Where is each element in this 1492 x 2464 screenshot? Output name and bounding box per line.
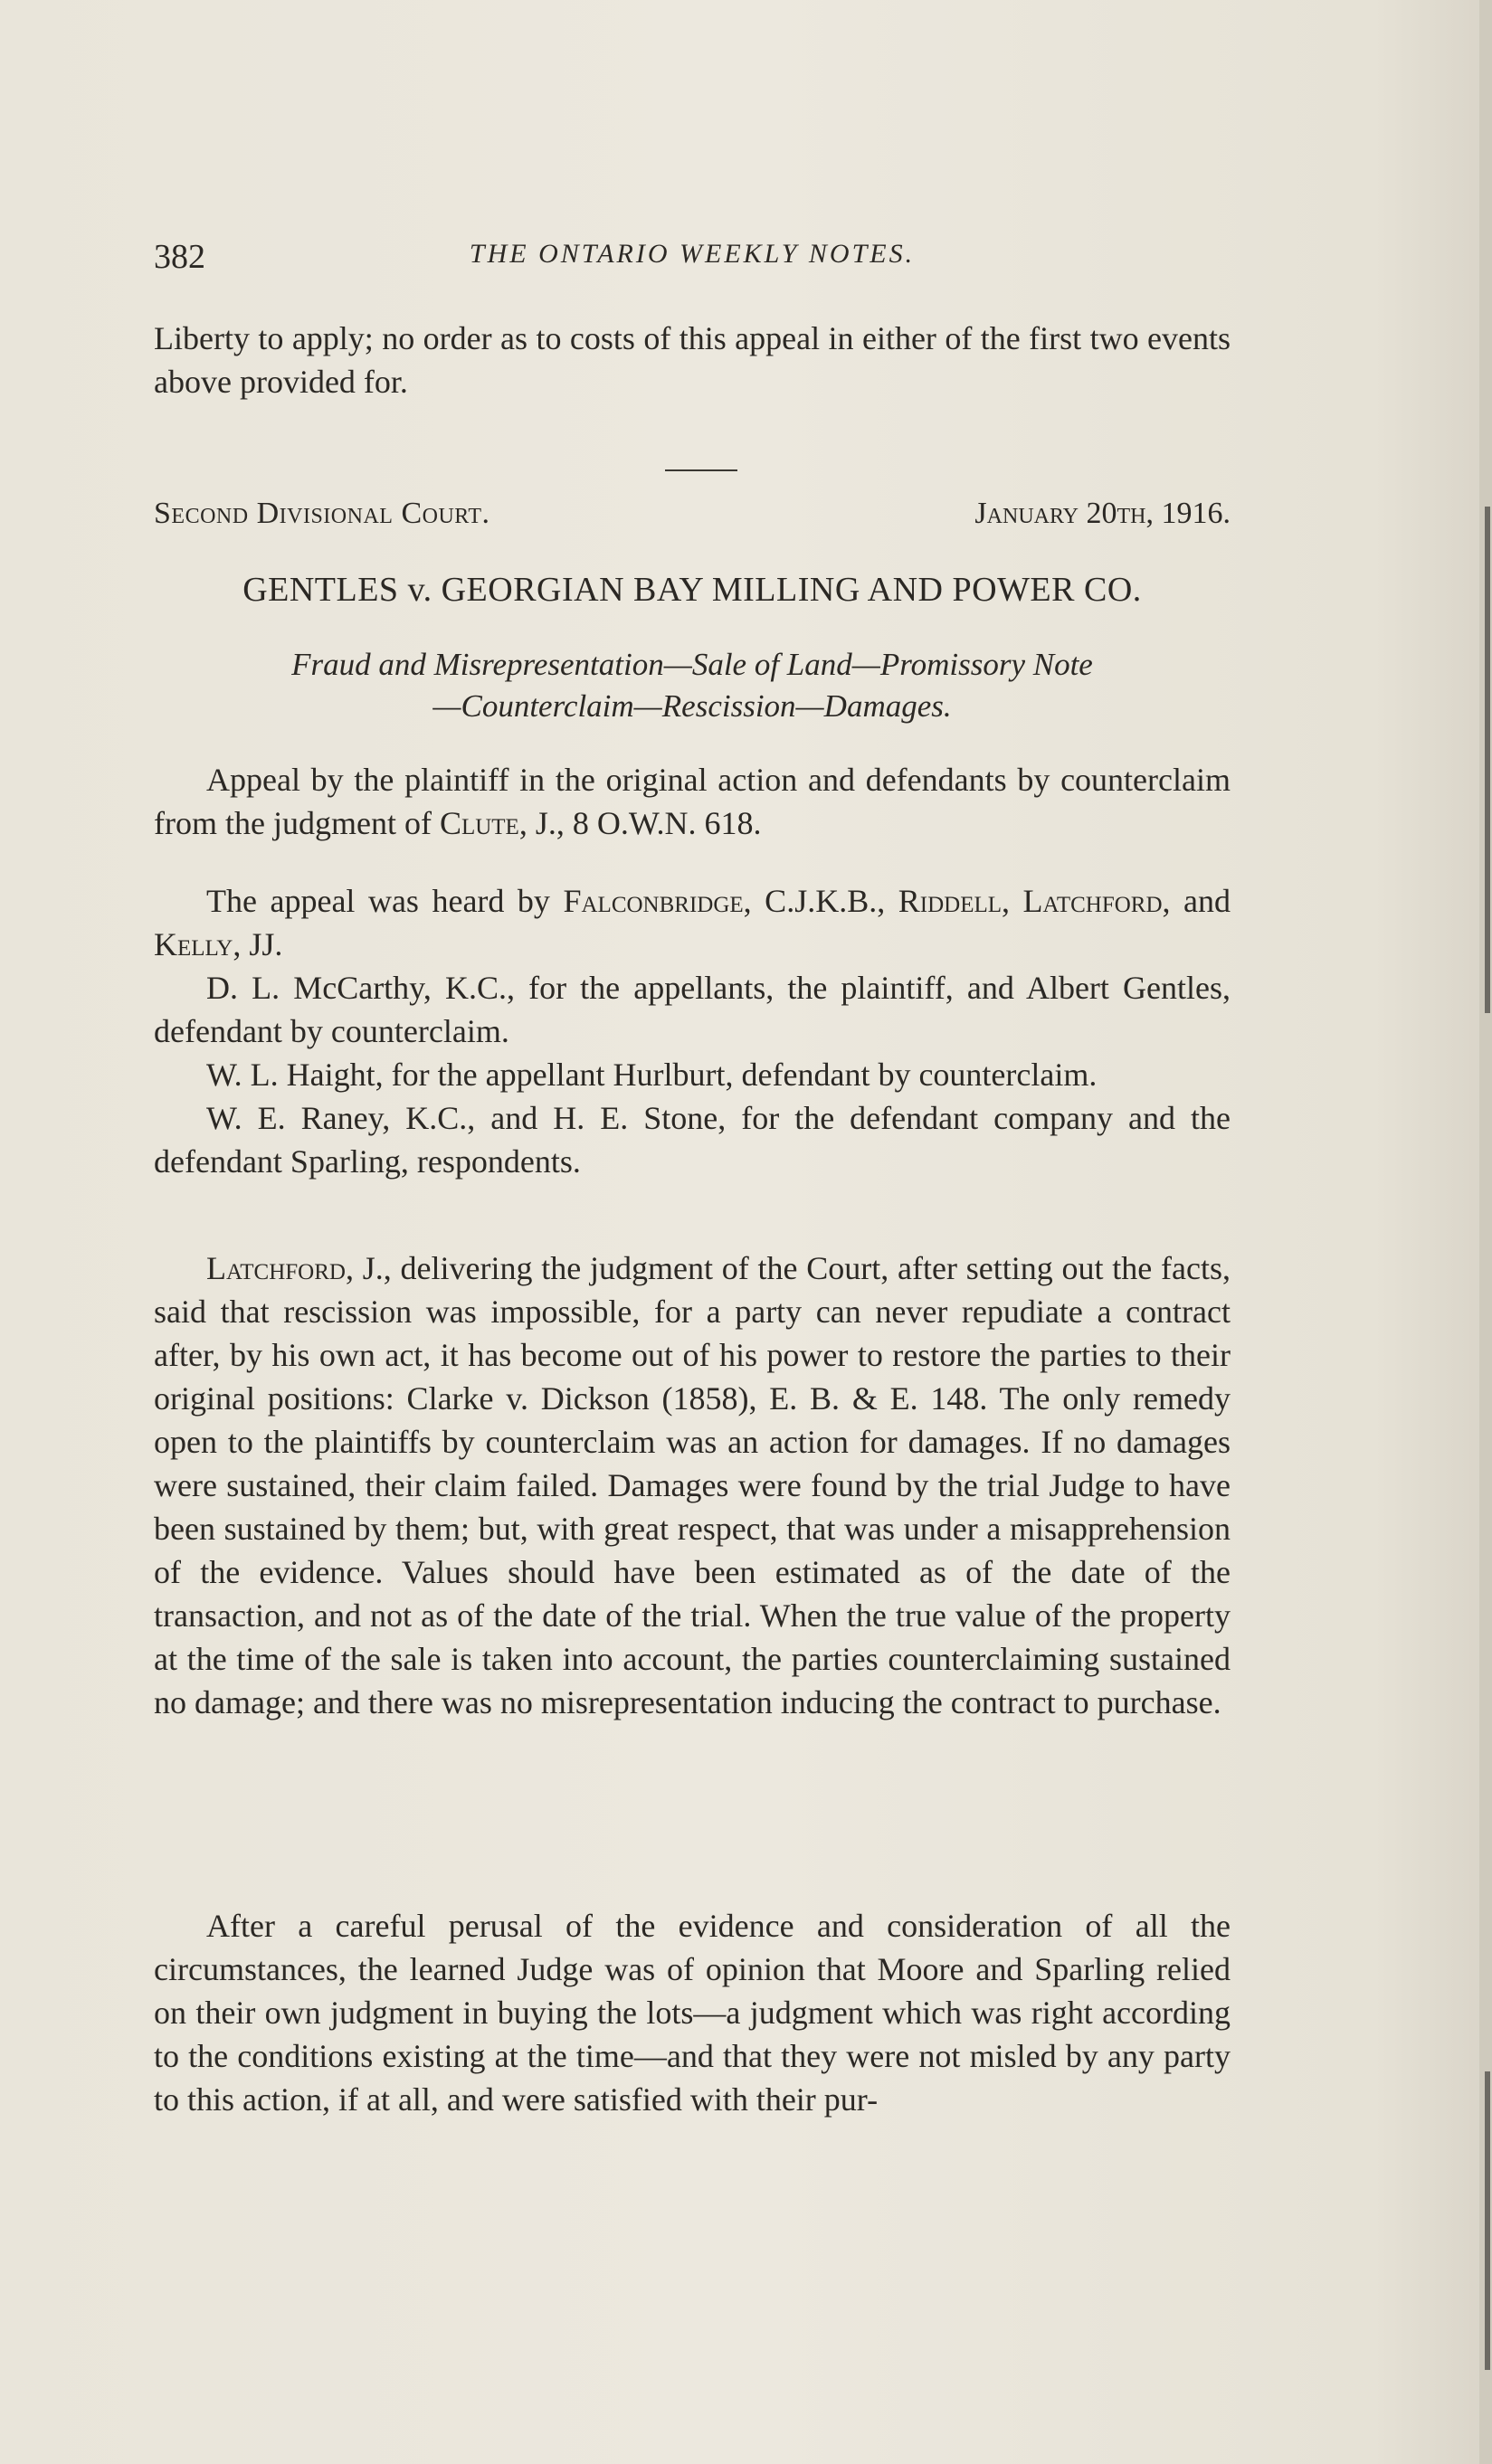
section-rule — [665, 469, 737, 471]
edge-shadow — [1485, 2071, 1490, 2370]
heard-text — [154, 879, 1231, 966]
judge-name: Clute — [439, 805, 519, 841]
judge-name: Kelly — [154, 926, 233, 962]
judge-name: Latchford — [1022, 883, 1163, 919]
case-title: GENTLES v. GEORGIAN BAY MILLING AND POWER CO. — [242, 571, 1142, 609]
page-number: 382 — [154, 238, 205, 276]
case-title-block — [154, 570, 1231, 610]
counsel-paragraph: D. L. McCarthy, K.C., for the appellants, the plaintiff, and Albert Gentles, defendant by counterclaim. — [154, 970, 1231, 1049]
judge-name: Falconbridge — [563, 883, 744, 919]
judgment-text — [154, 1246, 1231, 1724]
text: , and — [1162, 883, 1231, 919]
appeal-text — [154, 758, 1231, 845]
text: Appeal by the plaintiff in the original action and defendants by counterclaim from the judgment of — [154, 762, 1231, 841]
headnote — [154, 644, 1231, 727]
judgment-paragraph — [154, 1246, 1231, 1724]
page-edge — [1479, 0, 1492, 2464]
text: , JJ. — [233, 926, 283, 962]
journal-title: THE ONTARIO WEEKLY NOTES. — [469, 239, 916, 269]
text: , C.J.K.B., — [743, 883, 898, 919]
heard-paragraph — [154, 879, 1231, 1183]
running-head — [154, 237, 1231, 282]
final-paragraph — [154, 1904, 1231, 2121]
decision-date: January 20th, 1916. — [974, 497, 1231, 530]
final-text: After a careful perusal of the evidence and consideration of all the circumstances, the learned Judge was of opinion that Moore and Sparling relied on their own judgment in buying the lots—a judgment which was right according to the conditions existing at the time—and that they were not misled by any party to this action, if at all, and were satisfied with their pur- — [154, 1908, 1231, 2118]
text: , J., delivering the judgment of the Court, after setting out the facts, said that rescission was impossible, for a party can never repudiate a contract after, by his own act, it has become out of his power to restore the parties to their original positions: Clarke v. Dickson (1858), E. B. & E. 148. The only remedy open to the plaintiffs by counterclaim was an action for damages. If no damages were sustained, their claim failed. Damages were found by the trial Judge to have been sustained by them; but, with great respect, that was under a misapprehension of the evidence. Values should have been estimated as of the date of the transaction, and not as of the date of the trial. When the true value of the property at the time of the sale is taken into account, the parties counterclaiming sustained no damage; and there was no misrepresentation inducing the contract to purchase. — [154, 1250, 1231, 1720]
headnote-line: Fraud and Misrepresentation—Sale of Land—Promissory Note — [291, 647, 1093, 682]
judge-name: Riddell — [898, 883, 1003, 919]
carryover-paragraph — [154, 317, 1231, 403]
text: The appeal was heard by — [206, 883, 564, 919]
text: , J., 8 O.W.N. 618. — [518, 805, 762, 841]
carryover-text: Liberty to apply; no order as to costs of this appeal in either of the first two events above provided for. — [154, 320, 1231, 400]
headnote-line: —Counterclaim—Rescission—Damages. — [432, 688, 952, 724]
appeal-paragraph — [154, 758, 1231, 845]
judge-name: Latchford — [206, 1250, 346, 1286]
court-line — [154, 497, 1231, 542]
counsel-paragraph: W. E. Raney, K.C., and H. E. Stone, for the defendant company and the defendant Sparling, respondents. — [154, 1100, 1231, 1180]
court-name: Second Divisional Court. — [154, 497, 490, 530]
counsel-paragraph: W. L. Haight, for the appellant Hurlburt, defendant by counterclaim. — [206, 1057, 1098, 1093]
edge-shadow — [1485, 507, 1490, 1013]
text: , — [1002, 883, 1023, 919]
